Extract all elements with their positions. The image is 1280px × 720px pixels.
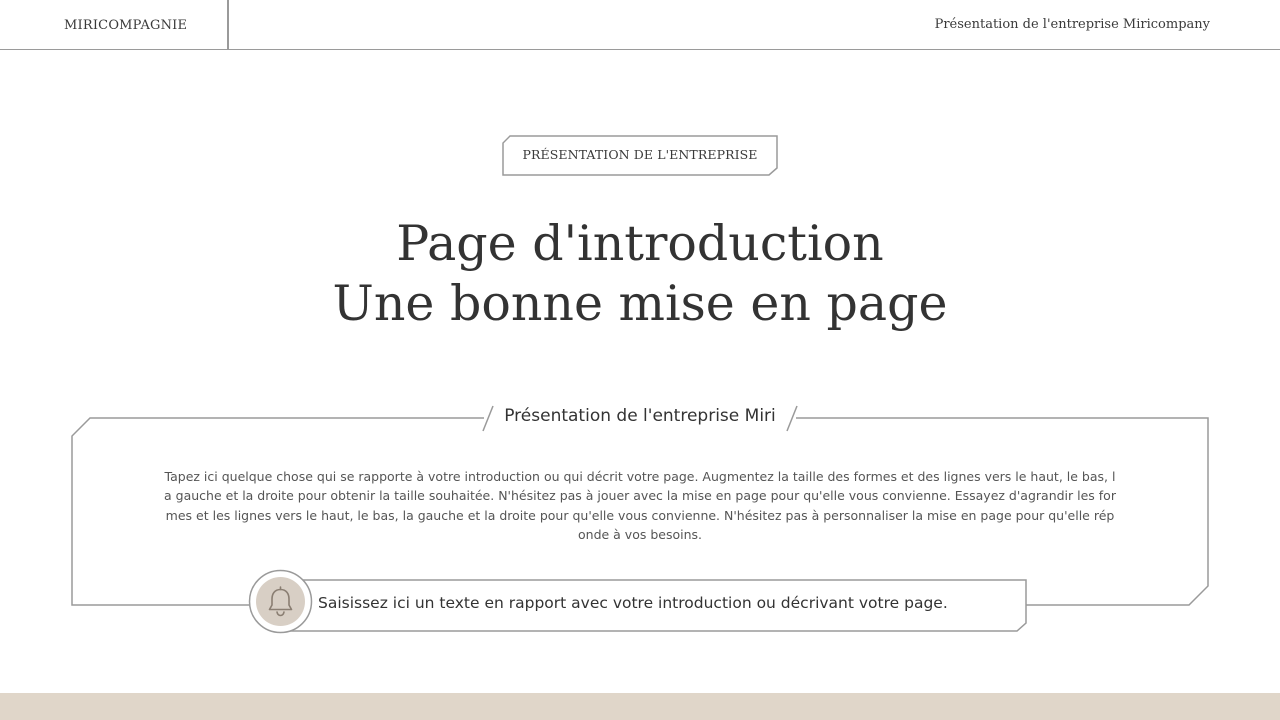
callout-text: Saisissez ici un texte en rapport avec votre introduction ou décrivant votre page. [318,594,948,612]
document-title: Présentation de l'entreprise Miricompany [934,17,1210,32]
bell-icon [256,577,305,626]
section-tag: PRÉSENTATION DE L'ENTREPRISE [522,147,758,162]
panel-body-text: Tapez ici quelque chose qui se rapporte à votre introduction ou qui décrit votre page. Augmentez la taille des formes et des lignes vers le haut, le bas, la gauche et la droite pour obtenir la taille souhaitée. N'hésitez pas à jouer avec la mise en page pour qu'elle vous convienne. Essayez d'agrandir les formes et les lignes vers le haut, le bas, la gauche et la droite pour qu'elle vous convienne. N'hésitez pas à personnaliser la mise en page pour qu'elle réponde à vos besoins. [164,469,1116,542]
page-title-line-1: Page d'introduction [396,215,884,272]
page-title-line-2: Une bonne mise en page [332,275,948,332]
footer-band [0,693,1280,720]
panel-title: Présentation de l'entreprise Miri [504,406,776,426]
brand-name: MIRICOMPAGNIE [64,18,188,33]
